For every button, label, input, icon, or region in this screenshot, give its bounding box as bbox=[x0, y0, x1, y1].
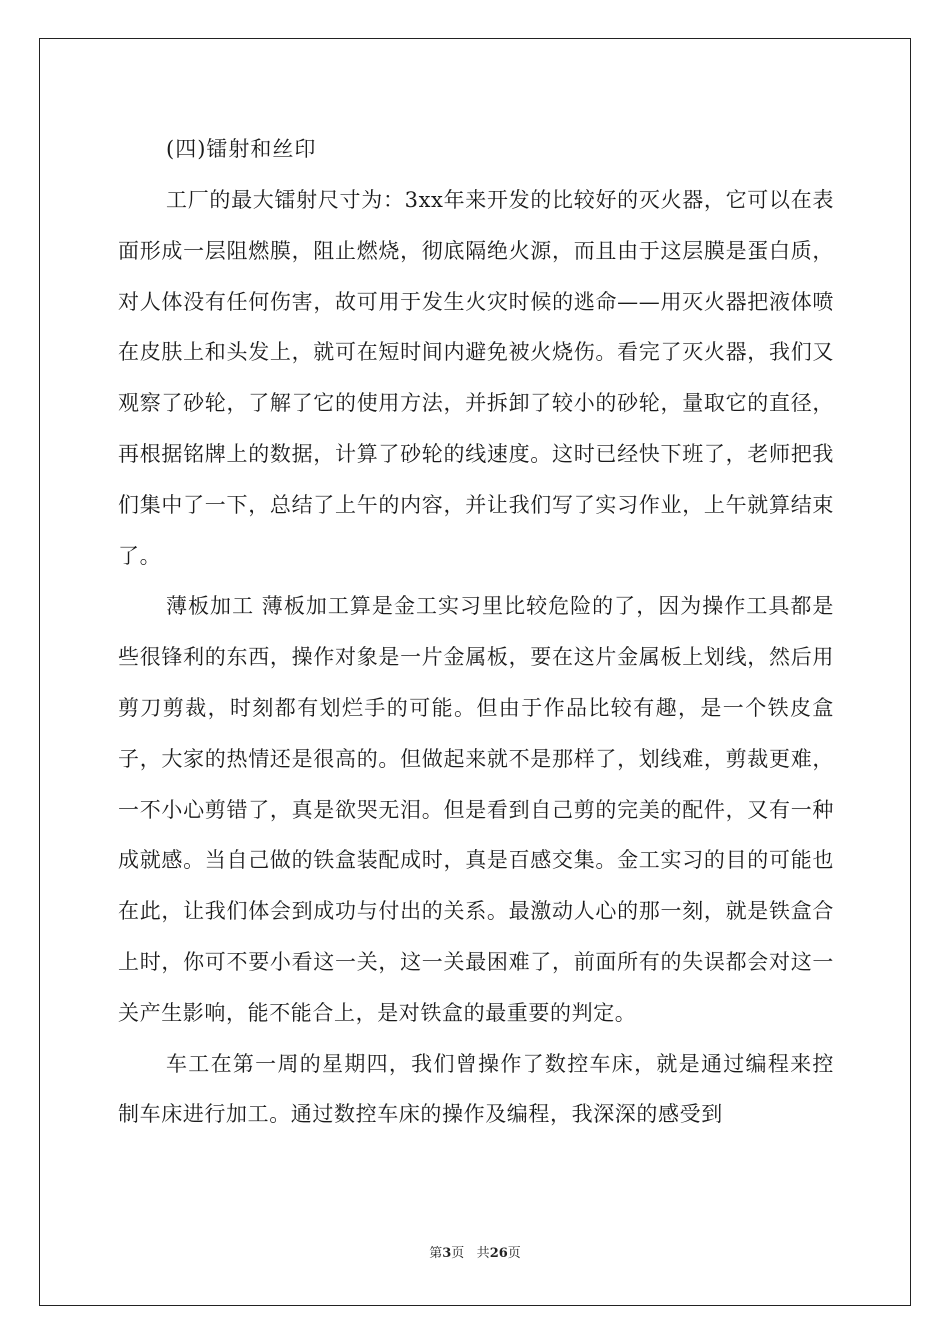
footer-page-total: 26 bbox=[489, 1246, 508, 1261]
page-footer bbox=[0, 1244, 950, 1264]
footer-total-prefix: 共 bbox=[476, 1246, 490, 1261]
paragraph-laser-extinguisher: 工厂的最大镭射尺寸为：3xx年来开发的比较好的灭火器，它可以在表面形成一层阻燃膜，阻止燃烧，彻底隔绝火源，而且由于这层膜是蛋白质，对人体没有任何伤害，故可用于发生火灾时候的逃命——用灭火器把液体喷在皮肤上和头发上，就可在短时间内避免被火烧伤。看完了灭火器，我们又观察了砂轮，了解了它的使用方法，并拆卸了较小的砂轮，量取它的直径，再根据铭牌上的数据，计算了砂轮的线速度。这时已经快下班了，老师把我们集中了一下，总结了上午的内容，并让我们写了实习作业，上午就算结束了。 bbox=[118, 188, 834, 568]
footer-page-unit: 页 bbox=[451, 1246, 465, 1261]
footer-total-unit: 页 bbox=[507, 1246, 521, 1261]
document-body bbox=[118, 125, 834, 1140]
paragraph-lathe: 车工在第一周的星期四，我们曾操作了数控车床，就是通过编程来控制车床进行加工。通过数控车床的操作及编程，我深深的感受到 bbox=[118, 1051, 834, 1127]
section-heading: (四)镭射和丝印 bbox=[166, 137, 317, 161]
paragraph-sheet-metal: 薄板加工 薄板加工算是金工实习里比较危险的了，因为操作工具都是些很锋利的东西，操作对象是一片金属板，要在这片金属板上划线，然后用剪刀剪裁，时刻都有划烂手的可能。但由于作品比较有趣，是一个铁皮盒子，大家的热情还是很高的。但做起来就不是那样了，划线难，剪裁更难，一不小心剪错了，真是欲哭无泪。但是看到自己剪的完美的配件，又有一种成就感。当自己做的铁盒装配成时，真是百感交集。金工实习的目的可能也在此，让我们体会到成功与付出的关系。最激动人心的那一刻，就是铁盒合上时，你可不要小看这一关，这一关最困难了，前面所有的失误都会对这一关产生影响，能不能合上，是对铁盒的最重要的判定。 bbox=[118, 594, 834, 1025]
footer-page-prefix: 第 bbox=[429, 1246, 443, 1261]
footer-page-current: 3 bbox=[442, 1246, 452, 1261]
